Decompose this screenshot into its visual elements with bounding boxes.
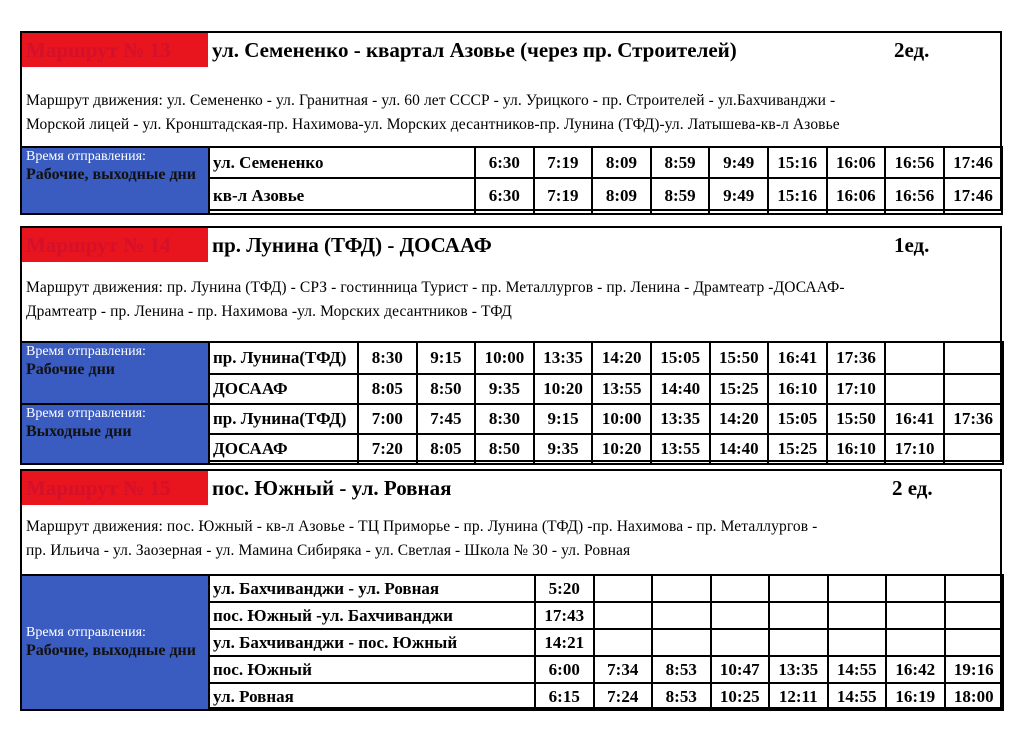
route-path (26, 276, 845, 324)
route-number-label: Маршрут № 15 (22, 471, 208, 505)
stop-name: ДОСААФ (209, 434, 358, 464)
departure-time: 16:41 (885, 404, 944, 434)
departure-time: 19:16 (945, 656, 1004, 683)
departure-time (828, 602, 887, 629)
departure-time: 8:50 (475, 434, 534, 464)
departure-time: 8:59 (651, 178, 710, 214)
departure-time: 13:35 (534, 342, 593, 374)
route-units: 2ед. (894, 38, 930, 62)
departure-time (944, 374, 1003, 404)
departure-time: 15:16 (768, 147, 827, 178)
departure-time: 8:30 (358, 342, 417, 374)
departure-time: 7:34 (594, 656, 653, 683)
departure-label: Время отправления: (26, 149, 146, 164)
time-block (21, 147, 209, 214)
departure-time (769, 575, 828, 602)
route-header (22, 228, 1000, 262)
departure-time: 8:09 (592, 147, 651, 178)
route-name: пос. Южный - ул. Ровная (212, 476, 452, 500)
route-number-label: Маршрут № 13 (22, 33, 208, 67)
departure-time (652, 575, 711, 602)
departure-time: 7:20 (358, 434, 417, 464)
stop-name: кв-л Азовье (209, 178, 475, 214)
departure-time: 14:55 (828, 683, 887, 710)
departure-time: 6:30 (475, 147, 534, 178)
route-14-panel (20, 226, 1002, 462)
departure-time: 16:56 (885, 147, 944, 178)
days-label: Выходные дни (26, 423, 132, 440)
stop-name: пос. Южный -ул. Бахчиванджи (209, 602, 535, 629)
departure-time: 15:05 (768, 404, 827, 434)
departure-time (711, 602, 770, 629)
departure-time: 14:55 (828, 656, 887, 683)
departure-time: 10:20 (592, 434, 651, 464)
departure-time: 7:19 (534, 178, 593, 214)
stop-name: пр. Лунина(ТФД) (209, 404, 358, 434)
time-block (21, 575, 209, 710)
route-header (22, 471, 1000, 505)
route-path-line: пр. Ильича - ул. Заозерная - ул. Мамина Сибиряка - ул. Светлая - Школа № 30 - ул. Ровная (26, 542, 631, 559)
departure-time: 17:46 (944, 147, 1003, 178)
departure-time (769, 629, 828, 656)
departure-time: 8:30 (475, 404, 534, 434)
departure-time: 17:10 (827, 374, 886, 404)
departure-time: 15:50 (827, 404, 886, 434)
departure-time (886, 602, 945, 629)
stop-name: пр. Лунина(ТФД) (209, 342, 358, 374)
departure-time: 14:20 (592, 342, 651, 374)
departure-time (885, 374, 944, 404)
route-path-line: Драмтеатр - пр. Ленина - пр. Нахимова -ул. Морских десантников - ТФД (26, 303, 512, 320)
route-15-panel (20, 469, 1002, 709)
days-label: Рабочие, выходные дни (26, 166, 196, 183)
departure-time: 16:56 (885, 178, 944, 214)
departure-time: 13:35 (651, 404, 710, 434)
departure-time: 10:47 (711, 656, 770, 683)
departure-time: 6:00 (535, 656, 594, 683)
departure-time: 8:50 (417, 374, 476, 404)
departure-time: 10:25 (711, 683, 770, 710)
schedule-table (20, 146, 1003, 215)
time-block (21, 342, 209, 404)
departure-time (711, 629, 770, 656)
route-path-line: Морской лицей - ул. Кронштадская-пр. Нахимова-ул. Морских десантников-пр. Лунина (ТФД)-ул. Латышева-кв-л Азовье (26, 116, 840, 133)
departure-time: 13:35 (769, 656, 828, 683)
departure-time: 16:19 (886, 683, 945, 710)
departure-time (769, 602, 828, 629)
route-name: пр. Лунина (ТФД) - ДОСААФ (212, 233, 492, 257)
departure-time: 8:53 (652, 683, 711, 710)
departure-time: 10:00 (592, 404, 651, 434)
departure-time: 13:55 (651, 434, 710, 464)
schedule-table (20, 341, 1004, 465)
route-path-line: Маршрут движения: пр. Лунина (ТФД) - СРЗ - гостинница Турист - пр. Металлургов - пр. Ленина - Драмтеатр -ДОСААФ- (26, 279, 845, 296)
departure-time: 14:20 (710, 404, 769, 434)
departure-time: 17:36 (827, 342, 886, 374)
route-path-line: Маршрут движения: пос. Южный - кв-л Азовье - ТЦ Приморье - пр. Лунина (ТФД) -пр. Нахимова - пр. Металлургов - (26, 518, 818, 535)
departure-time: 7:24 (594, 683, 653, 710)
departure-time: 15:25 (710, 374, 769, 404)
departure-time: 16:06 (827, 178, 886, 214)
route-name: ул. Семененко - квартал Азовье (через пр. Строителей) (212, 38, 737, 62)
route-units: 1ед. (894, 233, 930, 257)
stop-name: ул. Семененко (209, 147, 475, 178)
departure-time (945, 602, 1004, 629)
departure-time: 16:10 (768, 374, 827, 404)
departure-time: 10:20 (534, 374, 593, 404)
stop-name: ДОСААФ (209, 374, 358, 404)
departure-time (945, 629, 1004, 656)
stop-name: ул. Бахчиванджи - пос. Южный (209, 629, 535, 656)
departure-time: 8:05 (417, 434, 476, 464)
departure-time: 15:25 (768, 434, 827, 464)
departure-time (594, 602, 653, 629)
route-path-line: Маршрут движения: ул. Семененко - ул. Гранитная - ул. 60 лет СССР - ул. Урицкого - пр. Строителей - ул.Бахчиванджи - (26, 92, 836, 109)
stop-name: ул. Бахчиванджи - ул. Ровная (209, 575, 535, 602)
departure-time: 10:00 (475, 342, 534, 374)
days-label: Рабочие дни (26, 361, 116, 378)
departure-time (594, 629, 653, 656)
departure-time: 9:49 (709, 178, 768, 214)
departure-time (945, 575, 1004, 602)
departure-time (885, 342, 944, 374)
departure-time (828, 629, 887, 656)
departure-time: 6:15 (535, 683, 594, 710)
departure-time (652, 602, 711, 629)
departure-time (711, 575, 770, 602)
departure-time: 16:06 (827, 147, 886, 178)
departure-time: 16:42 (886, 656, 945, 683)
schedule-table (20, 574, 1004, 711)
route-path (26, 515, 817, 563)
departure-time: 9:15 (417, 342, 476, 374)
departure-time (828, 575, 887, 602)
departure-time: 18:00 (945, 683, 1004, 710)
departure-time: 15:16 (768, 178, 827, 214)
departure-time: 9:49 (709, 147, 768, 178)
departure-time (944, 434, 1003, 464)
departure-time: 13:55 (592, 374, 651, 404)
departure-time: 17:46 (944, 178, 1003, 214)
departure-time (886, 629, 945, 656)
route-header (22, 33, 1000, 67)
departure-time: 17:36 (944, 404, 1003, 434)
departure-time: 8:05 (358, 374, 417, 404)
route-units: 2 ед. (892, 476, 933, 500)
departure-time: 17:43 (535, 602, 594, 629)
departure-time: 17:10 (885, 434, 944, 464)
departure-time (886, 575, 945, 602)
departure-label: Время отправления: (26, 625, 146, 640)
departure-time: 7:19 (534, 147, 593, 178)
departure-time: 14:40 (651, 374, 710, 404)
departure-time: 15:05 (651, 342, 710, 374)
departure-label: Время отправления: (26, 406, 146, 421)
departure-time: 14:21 (535, 629, 594, 656)
departure-time: 16:10 (827, 434, 886, 464)
departure-time: 8:59 (651, 147, 710, 178)
departure-label: Время отправления: (26, 344, 146, 359)
departure-time: 8:53 (652, 656, 711, 683)
departure-time: 5:20 (535, 575, 594, 602)
departure-time: 8:09 (592, 178, 651, 214)
time-block (21, 404, 209, 464)
days-label: Рабочие, выходные дни (26, 642, 196, 659)
departure-time (594, 575, 653, 602)
departure-time: 9:35 (534, 434, 593, 464)
stop-name: пос. Южный (209, 656, 535, 683)
route-number-label: Маршрут № 14 (22, 228, 208, 262)
departure-time: 16:41 (768, 342, 827, 374)
departure-time: 9:15 (534, 404, 593, 434)
stop-name: ул. Ровная (209, 683, 535, 710)
departure-time: 12:11 (769, 683, 828, 710)
route-path (26, 89, 840, 137)
departure-time: 14:40 (710, 434, 769, 464)
departure-time (944, 342, 1003, 374)
departure-time: 7:45 (417, 404, 476, 434)
departure-time (652, 629, 711, 656)
departure-time: 9:35 (475, 374, 534, 404)
route-13-panel (20, 31, 1002, 211)
departure-time: 6:30 (475, 178, 534, 214)
departure-time: 7:00 (358, 404, 417, 434)
departure-time: 15:50 (710, 342, 769, 374)
